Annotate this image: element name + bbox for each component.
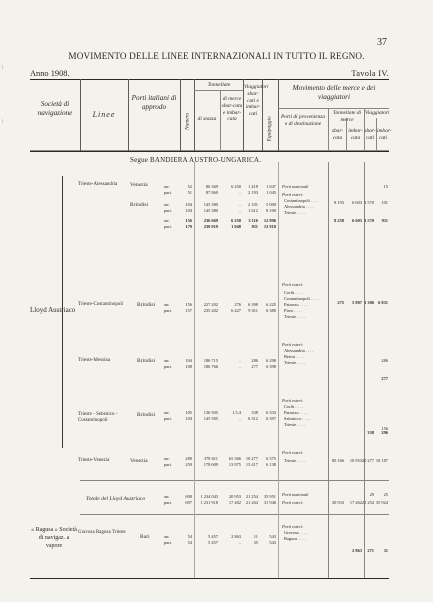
header-porti: Porti italiani di approdo — [131, 94, 177, 111]
table-label: Tavola IV. — [351, 69, 389, 78]
movement-cell: 15 — [383, 184, 388, 189]
arr-part-label: part. — [164, 224, 172, 229]
table-cell: 186 766 — [203, 364, 218, 369]
header-stazza: di stazza — [197, 116, 217, 122]
table-cell: 179 — [185, 224, 192, 229]
foreign-port: Costantinopoli . . . . — [284, 296, 319, 301]
table-cell: 12 910 — [263, 224, 276, 229]
foreign-port: Beirut . . . . — [284, 354, 304, 359]
header-sbarcati: sbar-cati — [364, 128, 376, 141]
porti-esteri-label: Porti esteri: — [282, 398, 304, 403]
route-ragusa: Gravosa Ragusa Trieste — [78, 530, 126, 535]
header-bottom-rule-2 — [30, 150, 389, 151]
movement-cell: 156 — [381, 426, 388, 431]
port-brindisi-3: Brindisi — [137, 358, 156, 364]
header-viaggiatori: Viaggiatori sbar-cati e imbar-cati — [244, 84, 269, 118]
foreign-port: Corfù . . . . — [284, 404, 304, 409]
foreign-port: Gravosa . . . . — [284, 530, 308, 535]
movement-cell: 2 863 — [352, 548, 362, 553]
table-cell: 104 — [185, 208, 192, 213]
table-cell: 1 047 — [266, 184, 276, 189]
header-numero: Numero — [184, 112, 191, 130]
table-cell: 11 — [253, 534, 258, 539]
header-viagg2: Viaggiatori — [365, 110, 390, 116]
col-divider — [80, 79, 81, 151]
table-cell: 105 — [185, 410, 192, 415]
table-cell: .. — [238, 208, 241, 213]
route-4: Trieste - Sebenico - Costantinopoli — [78, 412, 118, 423]
body-col-line — [278, 162, 279, 578]
year-label: Anno 1908. — [30, 69, 70, 78]
table-cell: 1.5.4 — [232, 410, 241, 415]
table-cell: 5 000 — [266, 202, 276, 207]
block-rule — [80, 480, 389, 481]
table-cell: 156 — [185, 302, 192, 307]
table-cell: 104 — [185, 416, 192, 421]
foreign-port: Pireo . . . . — [284, 308, 303, 313]
table-cell: 6 375 — [266, 456, 276, 461]
table-cell: 145 505 — [203, 416, 218, 421]
foreign-port: Trieste . . . . — [284, 360, 305, 365]
arr-part-label: arr. — [164, 302, 170, 307]
porti-esteri-label: Porti esteri: — [282, 524, 304, 529]
table-cell: 186 715 — [203, 358, 218, 363]
table-cell: 6 398 — [266, 364, 276, 369]
header-merce: di merce sbar-cata e imbar-cata — [221, 96, 243, 123]
sub-rule — [278, 108, 389, 109]
table-cell: 108 — [185, 364, 192, 369]
table-cell: 1 045 — [266, 190, 276, 195]
porti-esteri-label: Porti esteri: — [282, 450, 304, 455]
table-cell: 1 612 — [248, 208, 258, 213]
porti-esteri-label: Porti esteri: — [282, 500, 304, 505]
arr-part-label: part. — [164, 190, 172, 195]
table-cell: 236 669 — [203, 218, 218, 223]
table-cell: 86 369 — [205, 184, 218, 189]
movement-cell: 17 462 — [349, 500, 362, 505]
header-movimento: Movimento delle merce e dei viaggiatori — [292, 84, 376, 101]
table-cell: 87 860 — [205, 190, 218, 195]
section-title: Segue BANDIERA AUSTRO-UNGARICA. — [130, 156, 262, 164]
porti-esteri-label: Porti esteri: — [282, 192, 304, 197]
table-cell: 338 — [251, 410, 258, 415]
arr-part-label: arr. — [164, 184, 170, 189]
table-cell: 2 193 — [248, 190, 258, 195]
movement-cell: 30 933 — [331, 500, 344, 505]
totals-label: Totale del Lloyd Austriaco — [86, 496, 146, 502]
margin-mark: ⁞ — [2, 120, 4, 125]
movement-cell: 5 807 — [352, 300, 362, 305]
arr-part-label: arr. — [164, 494, 170, 499]
table-cell: 21 254 — [245, 494, 258, 499]
movement-cell: 277 — [381, 376, 388, 381]
col-divider — [180, 79, 181, 151]
arr-part-label: part. — [164, 308, 172, 313]
foreign-port: Salonicco . . . . — [284, 416, 311, 421]
table-cell: 9 011 — [248, 308, 258, 313]
header-societa: Società di navigazione — [37, 100, 73, 117]
table-cell: 65 366 — [228, 456, 241, 461]
arr-part-label: arr. — [164, 456, 170, 461]
movement-cell: 29 — [369, 492, 374, 497]
movement-cell: 16 953 — [349, 458, 362, 463]
table-cell: 17 402 — [228, 500, 241, 505]
table-cell: 104 — [185, 358, 192, 363]
company-name: Lloyd Austriaco — [30, 306, 76, 314]
movement-cell: 8 258 — [334, 218, 344, 223]
table-cell: 20 953 — [228, 494, 241, 499]
movement-cell: 275 — [337, 300, 344, 305]
movement-cell: 101 — [381, 200, 388, 205]
table-cell: 1 048 — [231, 224, 241, 229]
header-tonn-merce: Tonnellate di merce — [332, 110, 362, 123]
table-cell: 543 — [269, 534, 276, 539]
porti-esteri-label: Porti esteri: — [282, 282, 304, 287]
foreign-port: Ragusa . . . . — [284, 536, 306, 541]
porti-nazionali-label: Porti nazionali — [282, 184, 309, 189]
col-divider — [278, 79, 279, 151]
header-imbarcati: imbar-cati — [377, 128, 392, 141]
porti-nazionali-label: Porti nazionali — [282, 492, 309, 497]
table-cell: 35 — [253, 540, 258, 545]
movement-cell: 8 193 — [334, 200, 344, 205]
table-cell: 6 312 — [248, 416, 258, 421]
header-linee: Linee — [92, 110, 116, 119]
movement-cell: 296 — [381, 430, 388, 435]
route-3: Trieste-Messina — [78, 358, 111, 363]
body-col-line — [364, 162, 365, 578]
table-cell: .. — [238, 364, 241, 369]
table-cell: 697 — [185, 500, 192, 505]
table-cell: 259 — [185, 462, 192, 467]
table-cell: 543 — [269, 540, 276, 545]
body-col-line — [328, 162, 329, 578]
table-cell: 698 — [185, 494, 192, 499]
table-cell: 2 863 — [231, 534, 241, 539]
port-brindisi: Brindisi — [130, 202, 149, 208]
movement-cell: 6 031 — [378, 300, 388, 305]
arr-part-label: part. — [164, 208, 172, 213]
table-cell: 104 — [185, 202, 192, 207]
table-cell: 21 264 — [245, 500, 258, 505]
port-venezia: Venezia — [130, 182, 148, 188]
arr-part-label: arr. — [164, 218, 170, 223]
porti-esteri-label: Porti esteri: — [282, 342, 304, 347]
foreign-port: Trieste . . . . — [284, 314, 305, 319]
header-top-rule — [30, 79, 389, 80]
header-imbarcata: imbar-cata — [348, 128, 363, 141]
arr-part-label: arr. — [164, 410, 170, 415]
margin-mark: ⁞ — [2, 66, 4, 71]
table-cell: 145 380 — [203, 202, 218, 207]
movement-cell: 80 166 — [331, 458, 344, 463]
table-cell: 6 427 — [231, 308, 241, 313]
table-cell: 276 — [234, 302, 241, 307]
body-col-line — [194, 162, 195, 578]
movement-cell: 25 — [383, 492, 388, 497]
arr-part-label: arr. — [164, 202, 170, 207]
header-equipaggio: Equipaggio — [266, 116, 273, 142]
table-cell: .. — [238, 358, 241, 363]
table-cell: 15 417 — [245, 462, 258, 467]
foreign-port: Alessandria . . . . — [284, 204, 314, 209]
foreign-port: Alessandria . . . . — [284, 348, 314, 353]
block-rule — [80, 514, 389, 515]
table-cell: 8 100 — [266, 208, 276, 213]
table-cell: 378 611 — [203, 456, 218, 461]
movement-cell: 286 — [381, 358, 388, 363]
header-provenienza: Porti di provenienza e di destinazione — [280, 114, 326, 127]
table-cell: .. — [238, 190, 241, 195]
arr-part-label: arr. — [164, 534, 170, 539]
arr-part-label: part. — [164, 540, 172, 545]
header-tonnellate: Tonnellate — [207, 82, 231, 88]
arr-part-label: arr. — [164, 358, 170, 363]
movement-cell: 3 570 — [364, 218, 374, 223]
table-cell: 6 250 — [231, 218, 241, 223]
movement-cell: 338 — [367, 430, 374, 435]
table-cell: .. — [238, 416, 241, 421]
table-cell: 6 333 — [266, 410, 276, 415]
table-cell: 35 951 — [263, 494, 276, 499]
table-cell: 136 505 — [203, 410, 218, 415]
sub-rule — [194, 90, 243, 91]
table-cell: 52 — [187, 184, 192, 189]
table-cell: .. — [238, 202, 241, 207]
table-cell: 10 277 — [245, 456, 258, 461]
foreign-port: Trieste . . . . — [284, 458, 305, 463]
table-cell: 157 — [185, 308, 192, 313]
col-divider — [128, 79, 129, 151]
table-cell: 1 231 918 — [200, 500, 218, 505]
table-cell: 31 946 — [263, 500, 276, 505]
table-cell: 13 975 — [228, 462, 241, 467]
table-cell: 286 — [251, 358, 258, 363]
table-cell: 156 — [185, 218, 192, 223]
table-cell: 277 — [251, 364, 258, 369]
movement-cell: 3 570 — [364, 200, 374, 205]
table-cell: 1 234 043 — [200, 494, 218, 499]
table-cell: 54 — [187, 540, 192, 545]
movement-cell: 20 277 — [361, 458, 374, 463]
arr-part-label: part. — [164, 364, 172, 369]
table-cell: .. — [238, 540, 241, 545]
movement-cell: 1 306 — [364, 300, 374, 305]
route-1: Trieste-Alessandria — [78, 182, 118, 187]
arr-part-label: part. — [164, 416, 172, 421]
table-cell: 145 380 — [203, 208, 218, 213]
foreign-port: Costantinopoli . . . . — [284, 198, 319, 203]
table-cell: 3 116 — [248, 218, 258, 223]
table-cell: 230 019 — [203, 224, 218, 229]
company2-name: « Ragusa » Società di navigaz. a vapore — [31, 527, 77, 549]
movement-cell: 6 603 — [352, 218, 362, 223]
header-sbarcata: sbar-cata — [331, 128, 344, 141]
table-cell: 811 — [251, 224, 258, 229]
route-2: Trieste-Costantinopoli — [78, 302, 124, 307]
movement-cell: 21 254 — [361, 500, 374, 505]
foreign-port: Trieste . . . . — [284, 422, 305, 427]
table-cell: 227 202 — [203, 302, 218, 307]
table-cell: 235 202 — [203, 308, 218, 313]
table-cell: 6 250 — [231, 184, 241, 189]
route-5: Trieste-Venezia — [78, 458, 110, 463]
foreign-port: Patrasso . . . . — [284, 302, 308, 307]
table-cell: 280 — [185, 456, 192, 461]
arr-part-label: part. — [164, 500, 172, 505]
page-number: 37 — [377, 37, 387, 48]
foreign-port: Trieste . . . . — [284, 210, 305, 215]
foreign-port: Corfù . . . . — [284, 290, 304, 295]
table-cell: 12 996 — [263, 218, 276, 223]
table-cell: 5 457 — [208, 534, 218, 539]
table-cell: 6 298 — [266, 358, 276, 363]
table-cell: 6 380 — [266, 308, 276, 313]
movement-cell: 911 — [381, 218, 388, 223]
arr-part-label: part. — [164, 462, 172, 467]
table-cell: 51 — [187, 190, 192, 195]
table-cell: 6 225 — [266, 302, 276, 307]
table-cell: 6 138 — [266, 462, 276, 467]
bottom-rule — [30, 578, 389, 579]
table-cell: 6 398 — [248, 302, 258, 307]
port-brindisi-2: Brindisi — [137, 302, 156, 308]
movement-cell: 35 924 — [375, 500, 388, 505]
table-cell: 5 457 — [208, 540, 218, 545]
foreign-port: Patrasso . . . . — [284, 410, 308, 415]
port-bari: Bari — [140, 534, 150, 540]
table-cell: 1 418 — [248, 184, 258, 189]
movement-cell: 11 — [383, 548, 388, 553]
table-cell: 6 397 — [266, 416, 276, 421]
table-cell: 54 — [187, 534, 192, 539]
movement-cell: 18 187 — [375, 458, 388, 463]
table-cell: 178 609 — [203, 462, 218, 467]
page-title: MOVIMENTO DELLE LINEE INTERNAZIONALI IN TUTTO IL REGNO. — [68, 51, 365, 61]
port-venezia-2: Venezia — [130, 458, 148, 464]
movement-cell: 271 — [367, 548, 374, 553]
port-brindisi-4: Brindisi — [137, 412, 156, 418]
movement-cell: 6 603 — [352, 200, 362, 205]
table-cell: 2 101 — [248, 202, 258, 207]
header-bottom-rule — [30, 151, 389, 152]
